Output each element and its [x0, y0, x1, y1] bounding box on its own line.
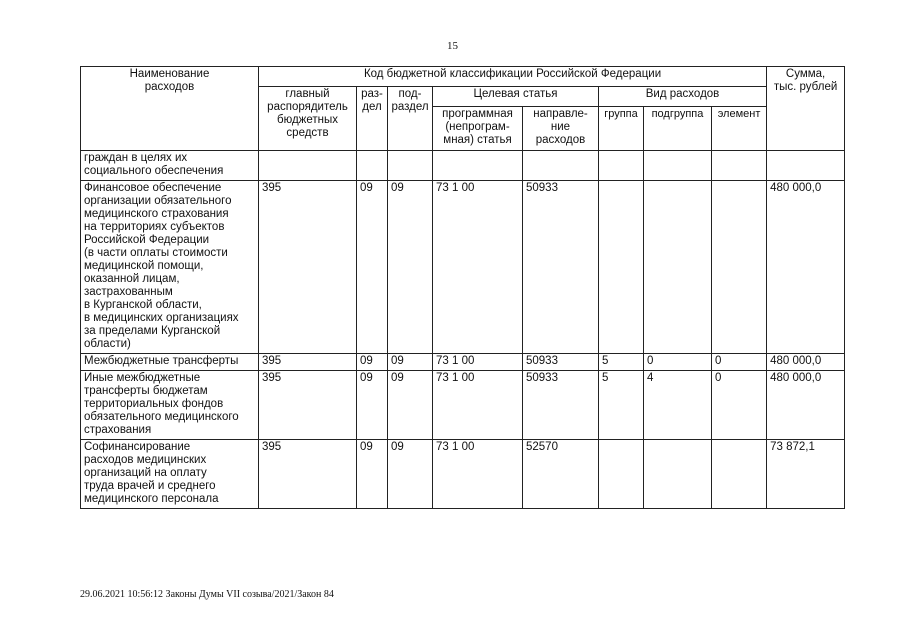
row-name: Финансовое обеспечение организации обязательного медицинского страхования на территориях субъектов Российской Федерации (в части оплаты стоимости медицинской помощи, оказанной лицам, застрахованным в Курганской области, в медицинских организациях за пределами Курганской области)	[81, 181, 259, 354]
row-program	[433, 151, 523, 181]
row-name: граждан в целях их социального обеспечения	[81, 151, 259, 181]
row-manager	[259, 151, 357, 181]
row-direction: 52570	[523, 440, 599, 509]
row-program: 73 1 00	[433, 371, 523, 440]
row-section: 09	[357, 181, 388, 354]
row-subsection	[388, 151, 433, 181]
header-name-column: Наименование расходов	[81, 67, 259, 151]
row-name: Иные межбюджетные трансферты бюджетам территориальных фондов обязательного медицинского страхования	[81, 371, 259, 440]
row-manager: 395	[259, 181, 357, 354]
row-subgroup	[644, 181, 712, 354]
row-subsection: 09	[388, 181, 433, 354]
header-group: группа	[599, 107, 644, 151]
row-name: Межбюджетные трансферты	[81, 354, 259, 371]
row-element: 0	[712, 371, 767, 440]
row-direction: 50933	[523, 181, 599, 354]
row-group	[599, 181, 644, 354]
table-row	[81, 181, 845, 354]
table-row	[81, 354, 845, 371]
row-element	[712, 151, 767, 181]
header-code-group: Код бюджетной классификации Российской Федерации	[259, 67, 767, 87]
header-target-article: Целевая статья	[433, 87, 599, 107]
page-number: 15	[447, 40, 458, 52]
row-direction	[523, 151, 599, 181]
row-name: Софинансирование расходов медицинских организаций на оплату труда врачей и среднего медицинского персонала	[81, 440, 259, 509]
row-section: 09	[357, 371, 388, 440]
row-subsection: 09	[388, 354, 433, 371]
footer-stamp: 29.06.2021 10:56:12 Законы Думы VII созыва/2021/Закон 84	[80, 589, 334, 600]
row-program: 73 1 00	[433, 354, 523, 371]
row-group: 5	[599, 371, 644, 440]
row-subgroup	[644, 151, 712, 181]
header-direction: направле- ние расходов	[523, 107, 599, 151]
header-program-article: программная (непрограм- мная) статья	[433, 107, 523, 151]
row-subgroup: 4	[644, 371, 712, 440]
row-section	[357, 151, 388, 181]
row-manager: 395	[259, 354, 357, 371]
table-row	[81, 151, 845, 181]
row-subsection: 09	[388, 440, 433, 509]
row-subgroup: 0	[644, 354, 712, 371]
row-group: 5	[599, 354, 644, 371]
row-subsection: 09	[388, 371, 433, 440]
row-subgroup	[644, 440, 712, 509]
row-element: 0	[712, 354, 767, 371]
header-section: раз- дел	[357, 87, 388, 151]
row-section: 09	[357, 354, 388, 371]
row-direction: 50933	[523, 371, 599, 440]
header-main-manager: главный распорядитель бюджетных средств	[259, 87, 357, 151]
row-sum: 480 000,0	[767, 371, 845, 440]
row-manager: 395	[259, 440, 357, 509]
row-program: 73 1 00	[433, 440, 523, 509]
header-subgroup: подгруппа	[644, 107, 712, 151]
table-row	[81, 440, 845, 509]
row-group	[599, 151, 644, 181]
table-row	[81, 371, 845, 440]
row-element	[712, 440, 767, 509]
header-expense-kind: Вид расходов	[599, 87, 767, 107]
header-subsection: под- раздел	[388, 87, 433, 151]
budget-table	[80, 66, 845, 509]
row-program: 73 1 00	[433, 181, 523, 354]
header-element: элемент	[712, 107, 767, 151]
row-sum: 480 000,0	[767, 354, 845, 371]
header-sum-column: Сумма, тыс. рублей	[767, 67, 845, 151]
row-sum: 73 872,1	[767, 440, 845, 509]
row-manager: 395	[259, 371, 357, 440]
row-section: 09	[357, 440, 388, 509]
row-sum	[767, 151, 845, 181]
row-direction: 50933	[523, 354, 599, 371]
row-group	[599, 440, 644, 509]
row-sum: 480 000,0	[767, 181, 845, 354]
row-element	[712, 181, 767, 354]
